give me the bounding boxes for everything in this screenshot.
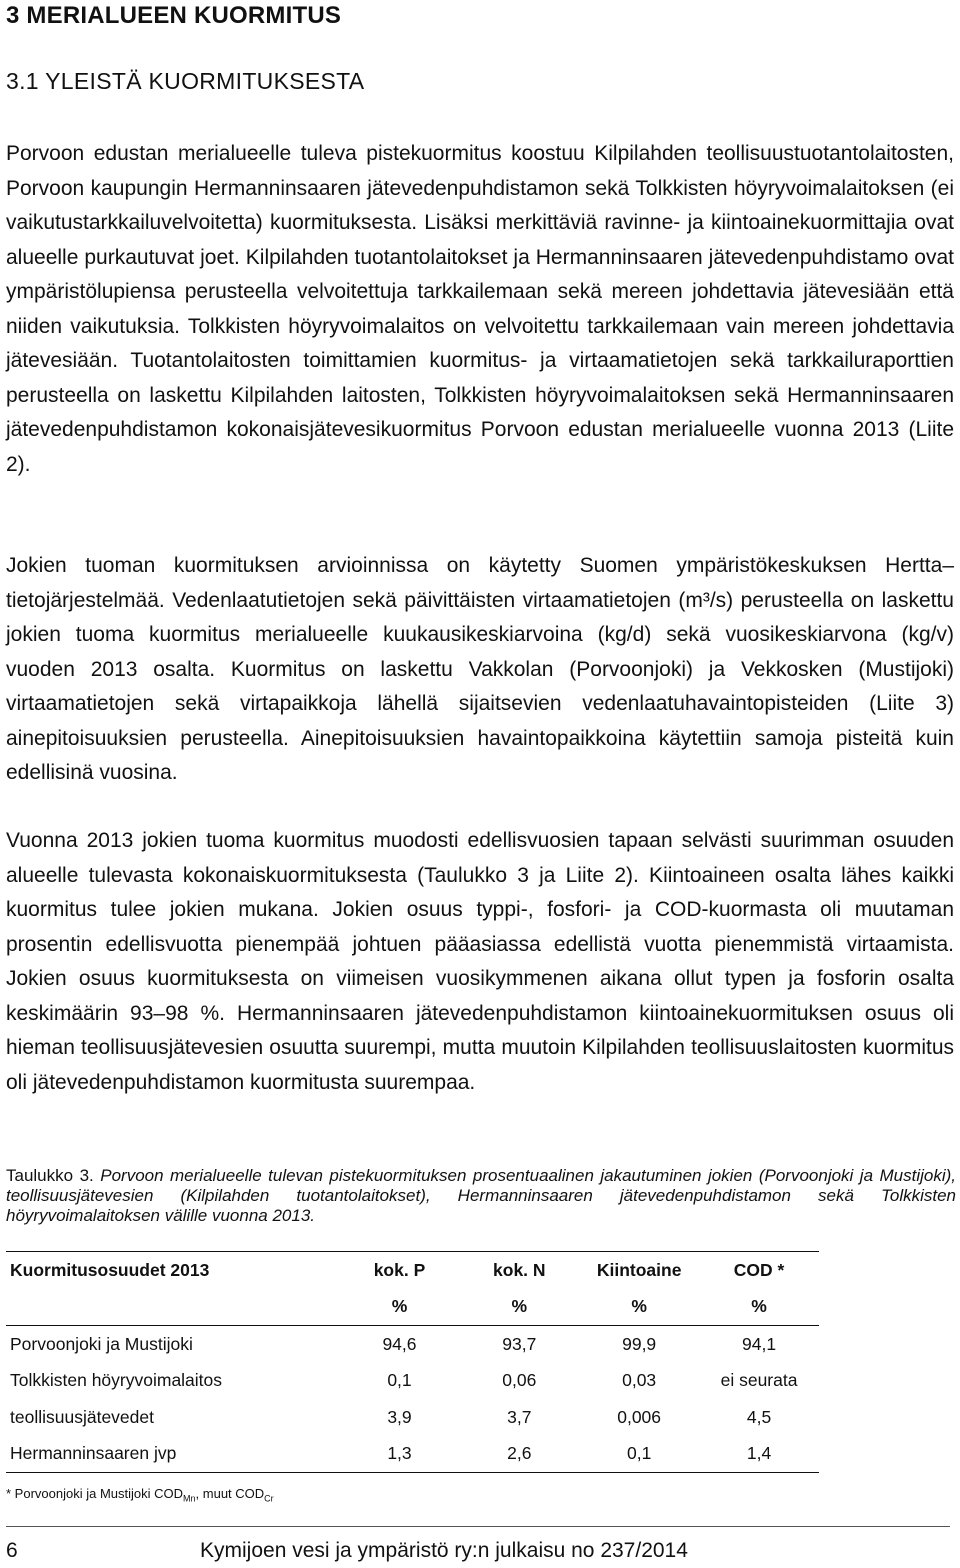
row-label: Tolkkisten höyryvoimalaitos [10,1370,223,1391]
unit-cell: % [699,1289,819,1326]
footnote-text-1: * Porvoonjoki ja Mustijoki COD [6,1486,184,1501]
table-cell: 99,9 [622,1333,657,1354]
load-share-table [6,1251,819,1473]
table-unit-row [6,1289,819,1326]
table-caption-label: Taulukko 3. [6,1166,94,1185]
header-cell: Kiintoaine [579,1252,699,1289]
footer-divider [6,1526,950,1527]
footnote-subscript-cr: Cr [264,1493,274,1504]
unit-cell [6,1289,340,1326]
table-cell: 0,1 [387,1370,412,1391]
paragraph-1: Porvoon edustan merialueelle tuleva pistekuormitus koostuu Kilpilahden teollisuustuotantolaitosten, Porvoon kaupungin Hermanninsaaren jätevedenpuhdistamon sekä Tolkkisten höyryvoimalaitoksen (ei vaikutustarkkailuvelvoitetta) kuormituksesta. Lisäksi merkittäviä ravinne- ja kiintoainekuormittajia ovat alueelle purkautuvat joet. Kilpilahden tuotantolaitokset ja Hermanninsaaren jätevedenpuhdistamo ovat ympäristölupiensa perusteella velvoitettuja tarkkailemaan sekä mereen johdettavia jätevesiään että niiden vaikutuksia. Tolkkisten höyryvoimalaitos on velvoitettu tarkkailemaan vain mereen johdettavia jätevesiään. Tuotantolaitosten toimittamien kuormitus- ja virtaamatietojen sekä tarkkailuraporttien perusteella on laskettu Kilpilahden laitosten, Tolkkisten höyryvoimalaitoksen sekä Hermanninsaaren jätevedenpuhdistamon kokonaisjätevesikuormitus Porvoon edustan merialueelle vuonna 2013 (Liite 2). [6,142,954,476]
paragraph-2: Jokien tuoman kuormituksen arvioinnissa on käytetty Suomen ympäristökeskuksen Hertta–tietojärjestelmää. Vedenlaatutietojen sekä päivittäisten virtaamatietojen (m³/s) perusteella on laskettu jokien tuoma kuormitus merialueelle kuukausikeskiarvoina (kg/d) sekä vuosikeskiarvona (kg/v) vuoden 2013 osalta. Kuormitus on laskettu Vakkolan (Porvoonjoki) ja Vekkosken (Mustijoki) virtaamatietojen sekä virtapaikkoja lähellä sijaitsevien vedenlaatuhavaintopisteiden (Liite 3) ainepitoisuuksien perusteella. Ainepitoisuuksien havaintopaikkoina käytettiin samoja pisteitä kuin edellisinä vuosina. [6,554,954,784]
table-row [6,1436,819,1473]
unit-cell: % [340,1289,460,1326]
footnote-subscript-mn: Mn [183,1493,196,1504]
header-cell: Kuormitusosuudet 2013 [6,1252,340,1289]
table-cell: 0,006 [617,1406,662,1427]
unit-cell: % [579,1289,699,1326]
table-caption [6,1166,956,1226]
table-cell: 3,7 [507,1406,532,1427]
unit-cell: % [459,1289,579,1326]
table-footnote [6,1486,274,1504]
paragraph-3: Vuonna 2013 jokien tuoma kuormitus muodosti edellisvuosien tapaan selvästi suurimman osuuden alueelle tulevasta kokonaiskuormituksesta (Taulukko 3 ja Liite 2). Kiintoaineen osalta lähes kaikki kuormitus tulee jokien mukana. Jokien osuus typpi-, fosfori- ja COD-kuormasta oli muutaman prosentin edellisvuotta pienempää johtuen pääasiassa edellistä vuotta pienemmistä virtaamista. Jokien osuus kuormituksesta on viimeisen vuosikymmenen aikana ollut typen ja fosforin osalta keskimäärin 93–98 %. Hermanninsaaren jätevedenpuhdistamon kiintoainekuormituksen osuus oli hieman teollisuusjätevesien osuutta suurempi, mutta muutoin Kilpilahden teollisuuslaitosten kuormitus oli jätevedenpuhdistamon kuormitusta suurempaa. [6,829,954,1094]
table-row [6,1399,819,1436]
table-row [6,1363,819,1400]
table-cell: 0,1 [579,1436,699,1473]
section-heading: 3.1 YLEISTÄ KUORMITUKSESTA [6,68,365,94]
row-label: teollisuusjätevedet [10,1406,154,1427]
footnote-text-2: , muut COD [195,1486,265,1501]
table-cell: 94,1 [742,1333,777,1354]
row-label: Porvoonjoki ja Mustijoki [10,1333,193,1354]
table-cell: 93,7 [502,1333,537,1354]
table-cell: 3,9 [387,1406,412,1427]
table-cell: 1,3 [340,1436,460,1473]
table-cell: 0,03 [622,1370,657,1391]
table-cell: 0,06 [502,1370,537,1391]
table-cell: ei seurata [720,1370,798,1391]
header-cell: kok. N [459,1252,579,1289]
table-cell: 4,5 [746,1406,772,1427]
row-label: Hermanninsaaren jvp [6,1436,340,1473]
header-cell: COD * [699,1252,819,1289]
chapter-heading: 3 MERIALUEEN KUORMITUS [6,2,342,29]
table-cell: 94,6 [382,1333,417,1354]
table-cell: 1,4 [699,1436,819,1473]
table-caption-text: Porvoon merialueelle tulevan pistekuormituksen prosentuaalinen jakautuminen jokien (Porvoonjoki ja Mustijoki), teollisuusjätevesien (Kilpilahden tuotantolaitokset), Hermanninsaaren jätevedenpuhdistamon sekä Tolkkisten höyryvoimalaitoksen välille vuonna 2013. [6,1166,957,1225]
table-cell: 2,6 [459,1436,579,1473]
page-number: 6 [6,1539,18,1562]
header-cell: kok. P [340,1252,460,1289]
table-row [6,1326,819,1363]
table-header-row [6,1252,819,1289]
publication-footer: Kymijoen vesi ja ympäristö ry:n julkaisu no 237/2014 [200,1539,688,1562]
